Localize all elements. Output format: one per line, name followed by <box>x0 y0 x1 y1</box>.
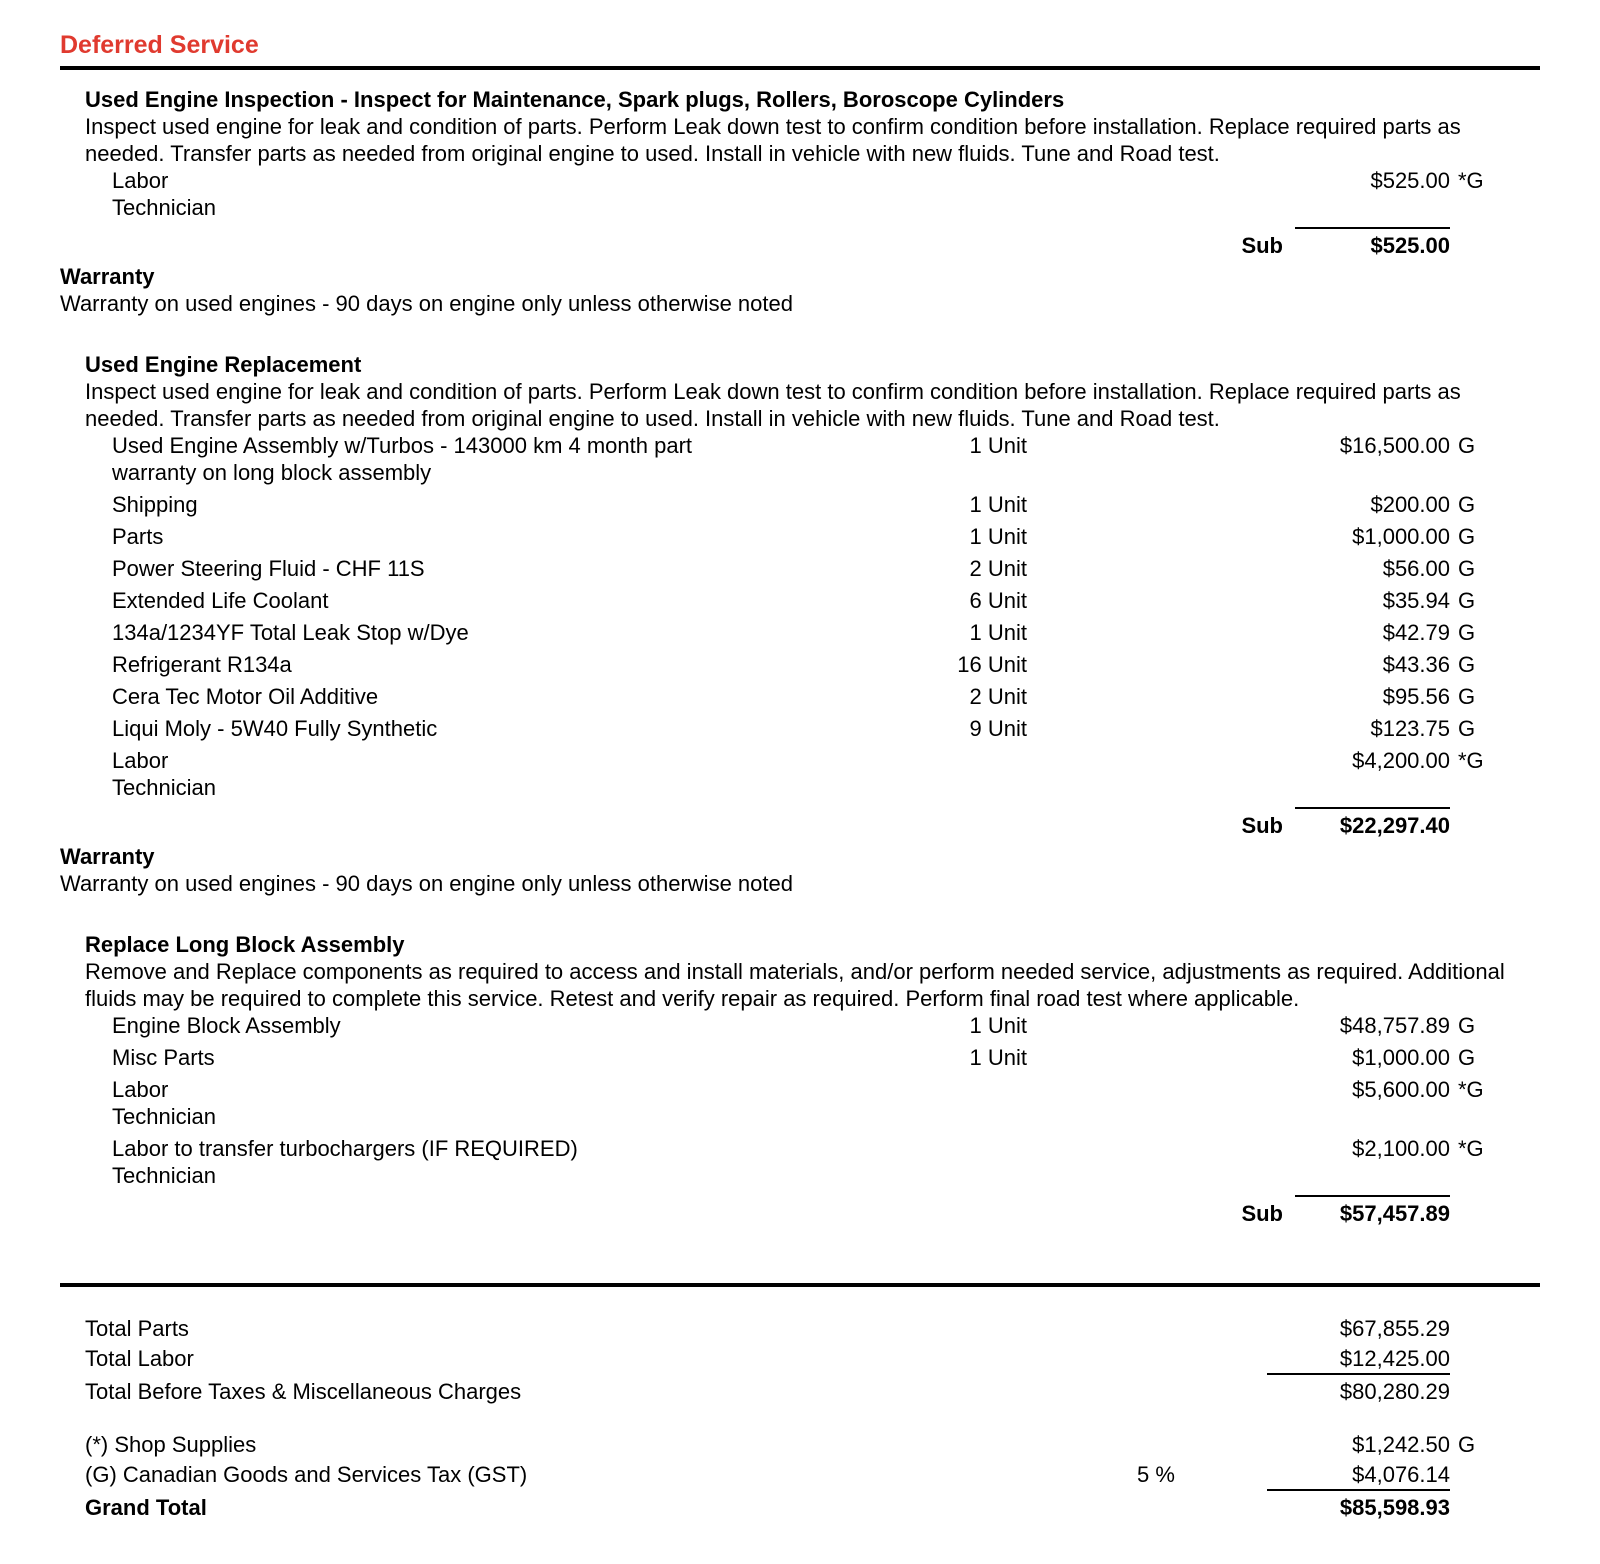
line-item-row <box>112 747 1540 801</box>
section-description: Remove and Replace components as required to access and install materials, and/or perform needed service, adjustments as required. Additional fluids may be required to complete this service. Retest and verify repair as required. Perform final road test where applicable. <box>85 959 1505 1011</box>
total-rate <box>1137 1315 1267 1342</box>
item-amount: $123.75 <box>1370 716 1450 741</box>
line-item-row <box>112 491 1540 518</box>
subtotal-label: Sub <box>1241 233 1283 258</box>
item-tax-code: G <box>1458 1045 1476 1070</box>
item-qty: 1 Unit <box>969 1045 1027 1070</box>
grand-total-amount: $85,598.93 <box>1339 1495 1450 1520</box>
service-section-used-engine-inspection <box>60 86 1540 317</box>
item-amount: $2,100.00 <box>1352 1136 1450 1161</box>
total-label: Total Parts <box>85 1316 189 1341</box>
total-row-before-taxes <box>85 1378 1540 1405</box>
total-label: Total Before Taxes & Miscellaneous Charges <box>85 1379 522 1404</box>
section-heading: Used Engine Inspection - Inspect for Maintenance, Spark plugs, Rollers, Boroscope Cylinders <box>85 87 1065 112</box>
section-description: Inspect used engine for leak and condition of parts. Perform Leak down test to confirm condition before installation. Replace required parts as needed. Transfer parts as needed from original engine to used. Install in vehicle with new fluids. Tune and Road test. <box>85 379 1461 431</box>
item-amount: $42.79 <box>1382 620 1450 645</box>
item-amount: $5,600.00 <box>1352 1077 1450 1102</box>
total-label: (G) Canadian Goods and Services Tax (GST) <box>85 1462 528 1487</box>
item-name: Labor <box>112 748 169 773</box>
item-tax-code: G <box>1458 1013 1476 1038</box>
totals-divider-rule <box>60 1283 1540 1287</box>
item-name-line2: warranty on long block assembly <box>112 460 432 485</box>
subtotal-row <box>85 227 1540 259</box>
subtotal-label: Sub <box>1241 813 1283 838</box>
item-qty: 6 Unit <box>969 588 1027 613</box>
item-amount: $95.56 <box>1382 684 1450 709</box>
service-estimate-document <box>60 0 1540 1521</box>
item-qty: 1 Unit <box>969 620 1027 645</box>
item-tax-code: *G <box>1458 1077 1484 1102</box>
item-tax-code: *G <box>1458 748 1484 773</box>
total-amount: $67,855.29 <box>1339 1316 1450 1341</box>
item-amount: $1,000.00 <box>1352 1045 1450 1070</box>
item-qty: 1 Unit <box>969 433 1027 458</box>
item-name: Used Engine Assembly w/Turbos - 143000 km 4 month part <box>112 433 693 458</box>
warranty-block <box>60 843 1540 897</box>
item-tax-code: G <box>1458 652 1476 677</box>
total-tax-code <box>1450 1461 1540 1491</box>
line-item-row <box>112 523 1540 550</box>
total-row-gst <box>85 1461 1540 1491</box>
item-qty: 9 Unit <box>969 716 1027 741</box>
total-amount: $80,280.29 <box>1339 1379 1450 1404</box>
item-name-line2: Technician <box>112 1163 216 1188</box>
total-label: (*) Shop Supplies <box>85 1432 257 1457</box>
total-amount: $1,242.50 <box>1352 1432 1450 1457</box>
item-amount: $48,757.89 <box>1339 1013 1450 1038</box>
item-qty: 16 Unit <box>957 652 1027 677</box>
page-title: Deferred Service <box>60 31 259 59</box>
section-heading: Used Engine Replacement <box>85 352 362 377</box>
item-name-line2: Technician <box>112 775 216 800</box>
section-description: Inspect used engine for leak and condition of parts. Perform Leak down test to confirm condition before installation. Replace required parts as needed. Transfer parts as needed from original engine to used. Install in vehicle with new fluids. Tune and Road test. <box>85 114 1461 166</box>
line-item-row <box>112 651 1540 678</box>
total-rate <box>1137 1378 1267 1405</box>
subtotal-row <box>85 807 1540 839</box>
item-amount: $1,000.00 <box>1352 524 1450 549</box>
line-item-row <box>112 167 1540 221</box>
section-heading: Replace Long Block Assembly <box>85 932 405 957</box>
item-amount: $56.00 <box>1382 556 1450 581</box>
subtotal-amount: $57,457.89 <box>1295 1195 1450 1227</box>
item-tax-code: G <box>1458 524 1476 549</box>
item-tax-code: G <box>1458 492 1476 517</box>
item-qty: 1 Unit <box>969 1013 1027 1038</box>
subtotal-amount: $525.00 <box>1295 227 1450 259</box>
line-items <box>85 432 1540 801</box>
item-amount: $35.94 <box>1382 588 1450 613</box>
item-tax-code: G <box>1458 433 1476 458</box>
item-qty <box>857 167 1027 221</box>
warranty-text: Warranty on used engines - 90 days on engine only unless otherwise noted <box>60 291 793 316</box>
totals-section <box>60 1315 1540 1521</box>
line-item-row <box>112 587 1540 614</box>
total-tax-code: G <box>1458 1432 1476 1457</box>
total-amount: $12,425.00 <box>1267 1345 1450 1375</box>
subtotal-label: Sub <box>1241 1201 1283 1226</box>
item-amount: $525.00 <box>1370 168 1450 193</box>
item-qty <box>857 1135 1027 1189</box>
line-item-row <box>112 1076 1540 1130</box>
item-qty <box>857 747 1027 801</box>
item-tax-code: *G <box>1458 168 1484 193</box>
item-tax-code: G <box>1458 684 1476 709</box>
item-qty: 2 Unit <box>969 684 1027 709</box>
item-tax-code: *G <box>1458 1136 1484 1161</box>
line-items <box>85 1012 1540 1189</box>
item-name: Extended Life Coolant <box>112 588 329 613</box>
item-name-line2: Technician <box>112 195 216 220</box>
item-qty: 1 Unit <box>969 524 1027 549</box>
grand-total-label: Grand Total <box>85 1495 207 1520</box>
grand-total-row <box>85 1494 1540 1521</box>
warranty-text: Warranty on used engines - 90 days on engine only unless otherwise noted <box>60 871 793 896</box>
total-rate <box>1137 1431 1267 1458</box>
item-name: 134a/1234YF Total Leak Stop w/Dye <box>112 620 469 645</box>
item-name: Labor <box>112 168 169 193</box>
item-name: Liqui Moly - 5W40 Fully Synthetic <box>112 716 438 741</box>
item-name-line2: Technician <box>112 1104 216 1129</box>
total-rate <box>1137 1494 1267 1521</box>
total-rate <box>1137 1345 1267 1375</box>
item-qty: 1 Unit <box>969 492 1027 517</box>
total-tax-code <box>1450 1345 1540 1375</box>
total-tax-code <box>1450 1315 1540 1342</box>
item-tax-code: G <box>1458 620 1476 645</box>
line-item-row <box>112 555 1540 582</box>
line-item-row <box>112 1135 1540 1189</box>
line-item-row <box>112 1012 1540 1039</box>
title-divider-rule <box>60 66 1540 70</box>
item-name: Refrigerant R134a <box>112 652 292 677</box>
total-row-labor <box>85 1345 1540 1375</box>
subtotal-row <box>85 1195 1540 1227</box>
line-item-row <box>112 715 1540 742</box>
total-row-parts <box>85 1315 1540 1342</box>
service-section-used-engine-replacement <box>60 351 1540 897</box>
item-name: Labor to transfer turbochargers (IF REQUIRED) <box>112 1136 578 1161</box>
item-name: Labor <box>112 1077 169 1102</box>
item-name: Misc Parts <box>112 1045 215 1070</box>
item-tax-code: G <box>1458 588 1476 613</box>
total-amount: $4,076.14 <box>1267 1461 1450 1491</box>
subtotal-amount: $22,297.40 <box>1295 807 1450 839</box>
warranty-heading: Warranty <box>60 844 155 869</box>
item-amount: $4,200.00 <box>1352 748 1450 773</box>
item-name: Power Steering Fluid - CHF 11S <box>112 556 425 581</box>
total-row-shop-supplies <box>85 1431 1540 1458</box>
item-qty: 2 Unit <box>969 556 1027 581</box>
item-amount: $16,500.00 <box>1339 433 1450 458</box>
service-section-replace-long-block-assembly <box>60 931 1540 1227</box>
item-qty <box>857 1076 1027 1130</box>
warranty-block <box>60 263 1540 317</box>
total-tax-code <box>1450 1494 1540 1521</box>
line-item-row <box>112 1044 1540 1071</box>
item-name: Cera Tec Motor Oil Additive <box>112 684 379 709</box>
line-items <box>85 167 1540 221</box>
total-rate: 5 % <box>1137 1462 1175 1487</box>
item-tax-code: G <box>1458 556 1476 581</box>
total-label: Total Labor <box>85 1346 194 1371</box>
item-name: Shipping <box>112 492 198 517</box>
line-item-row <box>112 432 1540 486</box>
total-tax-code <box>1450 1378 1540 1405</box>
line-item-row <box>112 619 1540 646</box>
item-name: Engine Block Assembly <box>112 1013 341 1038</box>
warranty-heading: Warranty <box>60 264 155 289</box>
item-amount: $200.00 <box>1370 492 1450 517</box>
item-name: Parts <box>112 524 164 549</box>
line-item-row <box>112 683 1540 710</box>
item-amount: $43.36 <box>1382 652 1450 677</box>
item-tax-code: G <box>1458 716 1476 741</box>
